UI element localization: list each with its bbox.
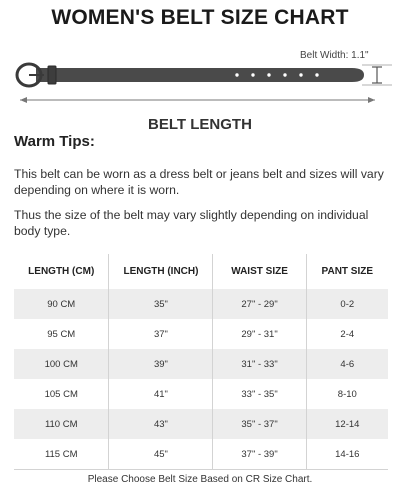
cell-waist-size: 31" - 33" bbox=[213, 349, 306, 379]
cell-pant-size: 14-16 bbox=[306, 439, 388, 470]
cell-pant-size: 4-6 bbox=[306, 349, 388, 379]
cell-waist-size: 35" - 37" bbox=[213, 409, 306, 439]
cell-length-inch: 35" bbox=[109, 289, 213, 319]
cell-length-inch: 39" bbox=[109, 349, 213, 379]
table-header-row bbox=[14, 254, 388, 289]
cell-length-cm: 95 CM bbox=[14, 319, 109, 349]
table-row bbox=[14, 409, 388, 439]
cell-waist-size: 37" - 39" bbox=[213, 439, 306, 470]
table-row bbox=[14, 439, 388, 470]
header-pant-size: PANT SIZE bbox=[306, 254, 388, 289]
cell-length-inch: 45" bbox=[109, 439, 213, 470]
cell-pant-size: 8-10 bbox=[306, 379, 388, 409]
warm-tips-title: Warm Tips: bbox=[14, 133, 95, 150]
belt-width-label: Belt Width: 1.1" bbox=[300, 50, 369, 61]
cell-length-inch: 43" bbox=[109, 409, 213, 439]
tip-paragraph-2: Thus the size of the belt may vary slightly depending on individual body type. bbox=[14, 208, 369, 238]
cell-length-cm: 90 CM bbox=[14, 289, 109, 319]
cell-length-cm: 100 CM bbox=[14, 349, 109, 379]
cell-length-cm: 110 CM bbox=[14, 409, 109, 439]
table-row bbox=[14, 349, 388, 379]
table-row bbox=[14, 379, 388, 409]
cell-waist-size: 33" - 35" bbox=[213, 379, 306, 409]
table-row bbox=[14, 289, 388, 319]
cell-pant-size: 12-14 bbox=[306, 409, 388, 439]
size-table bbox=[14, 254, 388, 470]
belt-diagram bbox=[0, 60, 400, 116]
cell-pant-size: 0-2 bbox=[306, 289, 388, 319]
header-waist-size: WAIST SIZE bbox=[213, 254, 306, 289]
cell-length-cm: 105 CM bbox=[14, 379, 109, 409]
footer-note: Please Choose Belt Size Based on CR Size Chart. bbox=[87, 474, 313, 485]
page-title: WOMEN'S BELT SIZE CHART bbox=[51, 6, 349, 29]
table-row bbox=[14, 319, 388, 349]
tip-paragraph-1: This belt can be worn as a dress belt or jeans belt and sizes will vary depending on where it is worn. bbox=[14, 167, 384, 197]
cell-length-cm: 115 CM bbox=[14, 439, 109, 470]
cell-waist-size: 29" - 31" bbox=[213, 319, 306, 349]
cell-length-inch: 37" bbox=[109, 319, 213, 349]
belt-length-label: BELT LENGTH bbox=[148, 116, 252, 133]
header-length-cm: LENGTH (CM) bbox=[14, 254, 109, 289]
cell-waist-size: 27" - 29" bbox=[213, 289, 306, 319]
cell-pant-size: 2-4 bbox=[306, 319, 388, 349]
header-length-inch: LENGTH (INCH) bbox=[109, 254, 213, 289]
cell-length-inch: 41" bbox=[109, 379, 213, 409]
